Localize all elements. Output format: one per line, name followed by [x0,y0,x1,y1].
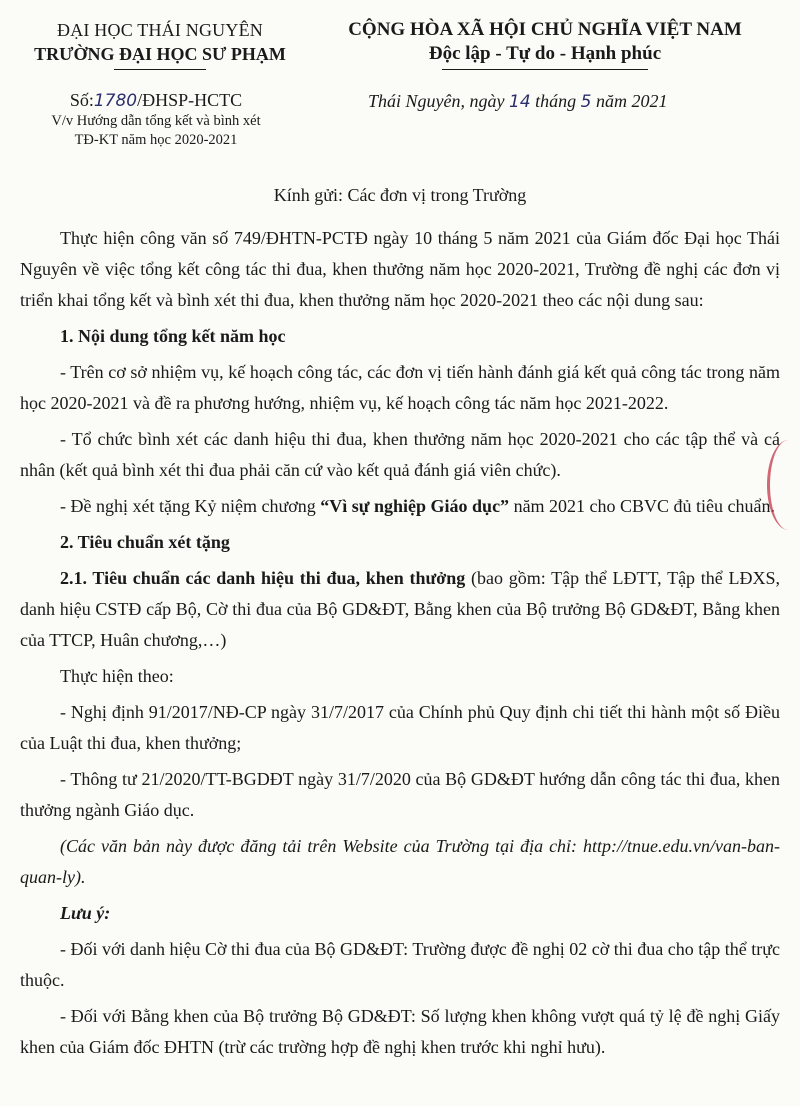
website-note: (Các văn bản này được đăng tải trên Website của Trường tại địa chỉ: http://tnue.edu.vn/van-ban-quan-ly). [20,836,780,887]
paragraph-3-end: năm 2021 cho CBVC đủ tiêu chuẩn. [509,496,776,516]
document-subject [36,112,276,150]
section-2-1-heading: 2.1. Tiêu chuẩn các danh hiệu thi đua, khen thưởng [60,568,466,588]
nation-name: CỘNG HÒA XÃ HỘI CHỦ NGHĨA VIỆT NAM [348,19,742,40]
number-suffix: /ĐHSP-HCTC [137,90,243,110]
date-month-handwritten: 5 [580,92,592,112]
section-1-paragraph-2: - Tổ chức bình xét các danh hiệu thi đua, khen thưởng năm học 2020-2021 cho các tập thể và cá nhân (kết quả bình xét thi đua phải căn cứ vào kết quả đánh giá viên chức). [20,429,780,480]
date-month-label: tháng [535,91,577,111]
document-number [36,88,276,113]
school-name: TRƯỜNG ĐẠI HỌC SƯ PHẠM [34,44,286,64]
section-1-paragraph-1: - Trên cơ sở nhiệm vụ, kế hoạch công tác, các đơn vị tiến hành đánh giá kết quả công tác trong năm học 2020-2021 và đề ra phương hướng, nhiệm vụ, kế hoạch công tác năm học 2021-2022. [20,362,780,413]
paragraph-3-start: - Đề nghị xét tặng Kỷ niệm chương [60,496,321,516]
document-date [368,89,788,114]
circular-item: - Thông tư 21/2020/TT-BGDĐT ngày 31/7/2020 của Bộ GD&ĐT hướng dẫn công tác thi đua, khen thưởng ngành Giáo dục. [20,769,780,820]
note-item-2: - Đối với Bằng khen của Bộ trưởng Bộ GD&ĐT: Số lượng khen không vượt quá tỷ lệ đề nghị Giấy khen của Giám đốc ĐHTN (trừ các trường hợp đề nghị khen trước khi nghỉ hưu). [20,1006,780,1057]
motto-underline [442,69,648,70]
date-day-handwritten: 14 [509,92,531,112]
section-2-1-details: (bao gồm: Tập thể LĐTT, Tập thể LĐXS, danh hiệu CSTĐ cấp Bộ, Cờ thi đua của Bộ GD&ĐT, Bằng khen của Bộ trưởng Bộ GD&ĐT, Bằng khen của TTCP, Huân chương,…) [20,568,781,650]
organization-header [20,18,300,70]
header-underline [114,69,206,70]
greeting: Kính gửi: Các đơn vị trong Trường [273,185,527,205]
section-1-heading: 1. Nội dung tổng kết năm học [60,326,286,346]
national-header [300,18,790,70]
document-body [20,223,780,1068]
parent-organization: ĐẠI HỌC THÁI NGUYÊN [57,20,263,40]
subject-line-2: TĐ-KT năm học 2020-2021 [74,132,238,148]
note-heading: Lưu ý: [60,903,111,923]
medal-name: “Vì sự nghiệp Giáo dục” [320,496,510,516]
implementation-label: Thực hiện theo: [60,666,174,686]
nation-motto: Độc lập - Tự do - Hạnh phúc [428,43,662,64]
section-2-1-paragraph [20,563,780,656]
intro-paragraph: Thực hiện công văn số 749/ĐHTN-PCTĐ ngày 10 tháng 5 năm 2021 của Giám đốc Đại học Thái Nguyên về việc tổng kết công tác thi đua, khen thưởng năm học 2020-2021, Trường đề nghị các đơn vị triển khai tổng kết và bình xét thi đua, khen thưởng năm học 2020-2021 theo các nội dung sau: [20,228,780,310]
decree-item: - Nghị định 91/2017/NĐ-CP ngày 31/7/2017 của Chính phủ Quy định chi tiết thi hành một số Điều của Luật thi đua, khen thưởng; [20,702,780,753]
subject-line-1: V/v Hướng dẫn tổng kết và bình xét [51,113,261,129]
section-2-heading: 2. Tiêu chuẩn xét tặng [60,532,230,552]
note-item-1: - Đối với danh hiệu Cờ thi đua của Bộ GD&ĐT: Trường được đề nghị 02 cờ thi đua cho tập thể trực thuộc. [20,939,780,990]
section-1-paragraph-3 [20,491,780,522]
date-year: năm 2021 [595,91,668,111]
date-place: Thái Nguyên, ngày [368,91,505,111]
number-prefix: Số: [69,90,94,110]
handwritten-number: 1780 [93,91,138,111]
